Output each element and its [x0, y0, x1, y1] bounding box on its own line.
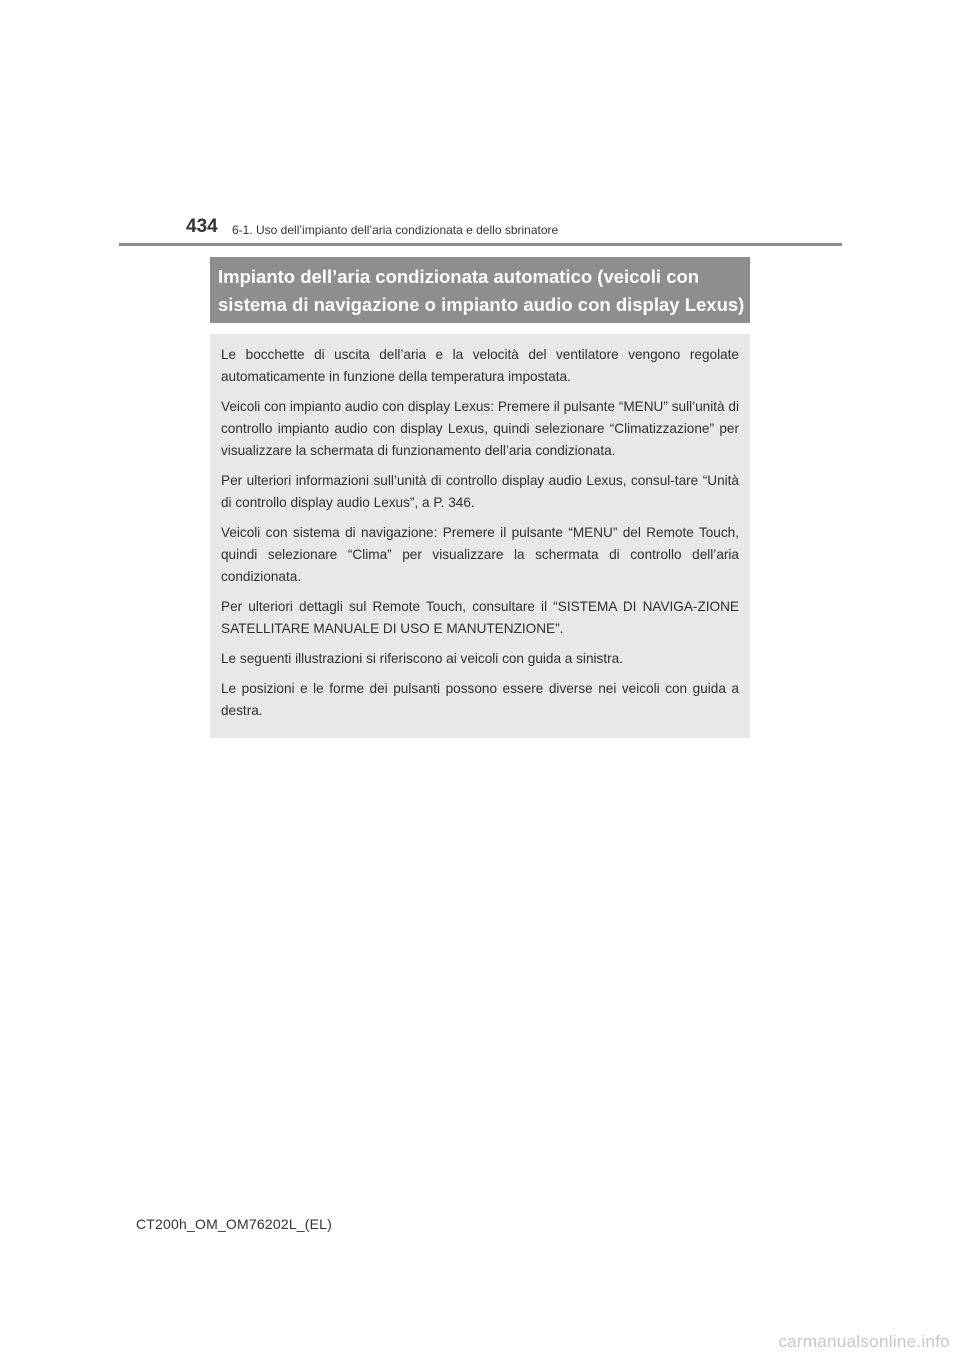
section-title: 6-1. Uso dell’impianto dell’aria condizionata e dello sbrinatore [232, 223, 559, 237]
info-box [210, 334, 750, 738]
topic-heading-line-2: sistema di navigazione o impianto audio con display Lexus) [218, 294, 745, 315]
info-paragraph: Le bocchette di uscita dell’aria e la velocità del ventilatore vengono regolate automaticamente in funzione della temperatura impostata. [221, 347, 739, 384]
document-code: CT200h_OM_OM76202L_(EL) [136, 1216, 333, 1232]
info-paragraph: Le posizioni e le forme dei pulsanti possono essere diverse nei veicoli con guida a destra. [221, 681, 739, 718]
info-paragraph: Veicoli con sistema di navigazione: Premere il pulsante “MENU” del Remote Touch, quindi selezionare “Clima” per visualizzare la schermata di controllo dell’aria condizionata. [221, 525, 739, 584]
info-paragraph: Per ulteriori dettagli sul Remote Touch, consultare il “SISTEMA DI NAVIGA-ZIONE SATELLITARE MANUALE DI USO E MANUTENZIONE”. [221, 599, 739, 636]
info-paragraph: Veicoli con impianto audio con display Lexus: Premere il pulsante “MENU” sull’unità di controllo impianto audio con display Lexus, quindi selezionare “Climatizzazione” per visualizzare la schermata di funzionamento dell’aria condizionata. [221, 399, 739, 458]
info-paragraph: Le seguenti illustrazioni si riferiscono ai veicoli con guida a sinistra. [221, 651, 623, 666]
watermark: carmanualsonline.info [778, 1332, 950, 1351]
topic-heading-line-1: Impianto dell’aria condizionata automatico (veicoli con [218, 266, 700, 287]
header-divider [119, 243, 842, 246]
info-paragraph: Per ulteriori informazioni sull’unità di controllo display audio Lexus, consul-tare “Unità di controllo display audio Lexus”, a P. 346. [221, 473, 739, 510]
topic-heading [210, 257, 750, 323]
page-number: 434 [186, 216, 218, 237]
